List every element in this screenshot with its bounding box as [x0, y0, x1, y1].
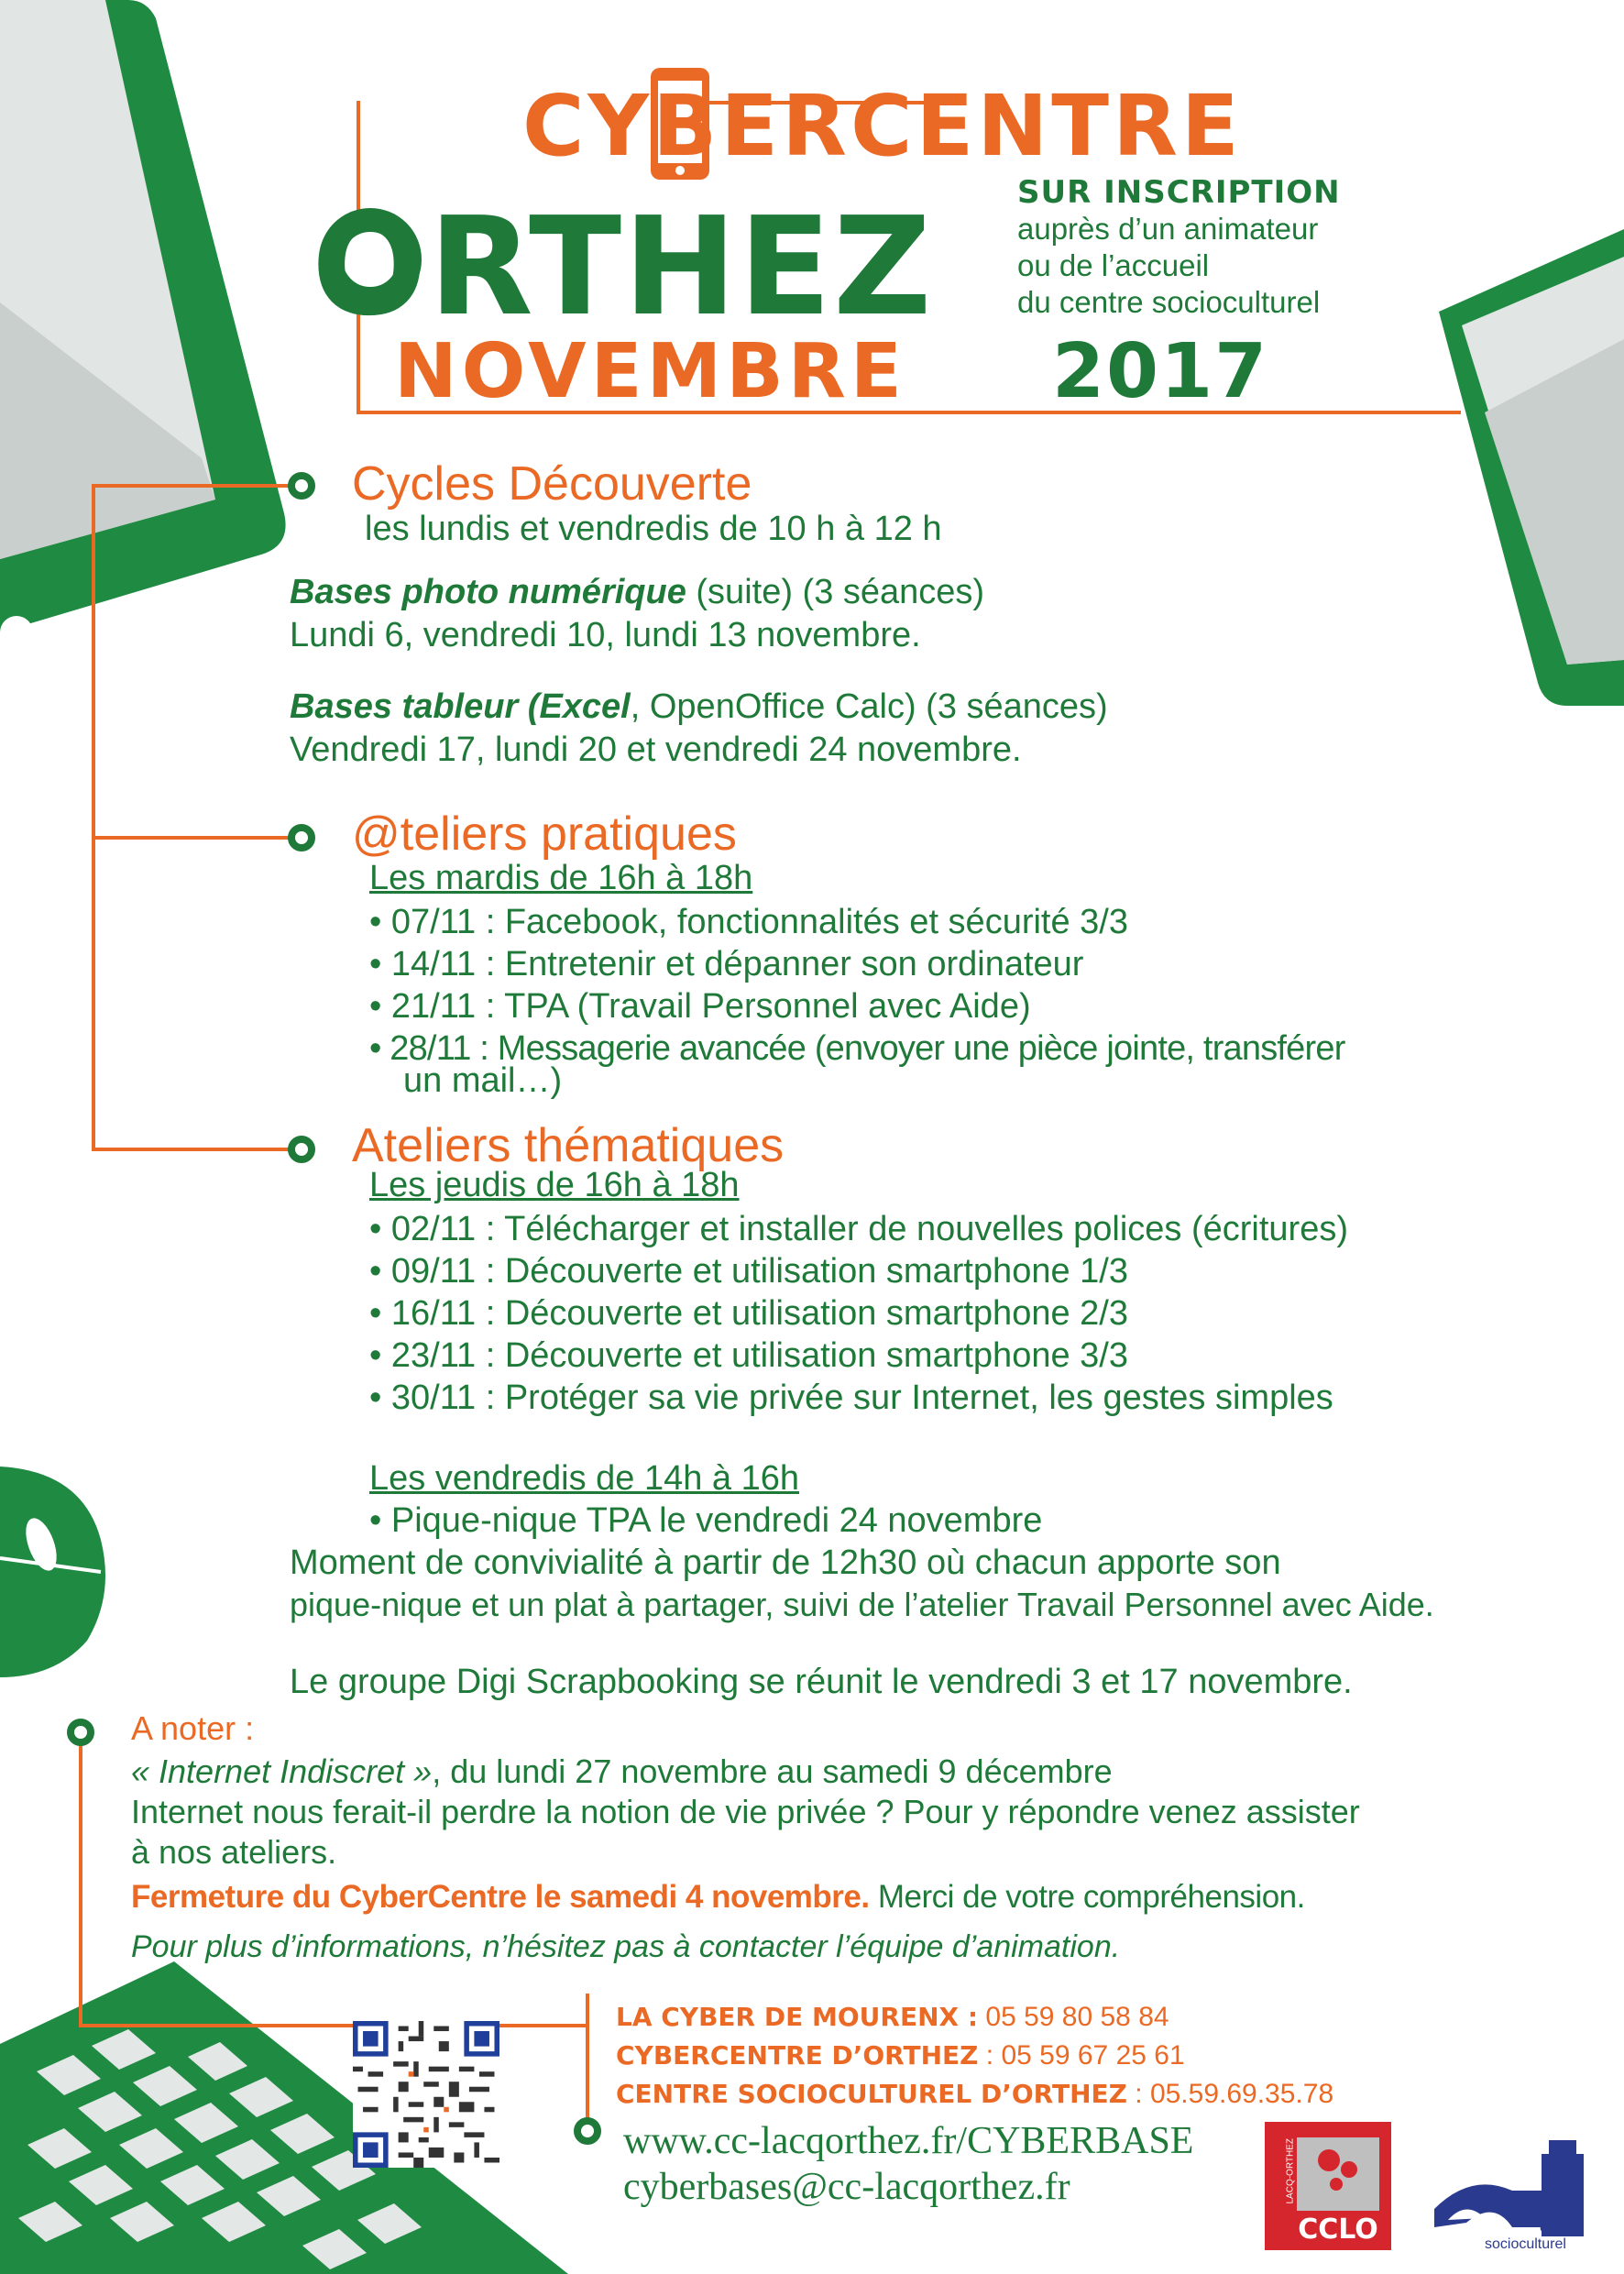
contact-phone[interactable]: : 05.59.69.35.78 — [1126, 2079, 1334, 2109]
cycles-heading: Cycles Découverte — [352, 457, 752, 511]
friday-schedule: Les vendredis de 14h à 16h — [369, 1459, 800, 1498]
thematiques-list — [369, 1208, 1348, 1419]
course-photo-title: Bases photo numérique — [290, 573, 686, 611]
list-item: • 16/11 : Découverte et utilisation smartphone 2/3 — [369, 1292, 1348, 1335]
pratiques-schedule: Les mardis de 16h à 18h — [369, 859, 753, 897]
timeline-dot-cycles — [288, 472, 315, 500]
pratiques-list — [369, 901, 1345, 1070]
note-heading: A noter : — [131, 1709, 255, 1747]
timeline-dot-pratiques — [288, 824, 315, 851]
thematiques-heading: Ateliers thématiques — [352, 1119, 785, 1172]
qr-code[interactable] — [353, 2021, 499, 2168]
inscription-line-2: ou de l’accueil — [1017, 248, 1210, 282]
timeline-dot-contact — [574, 2117, 601, 2145]
list-item: • 09/11 : Découverte et utilisation smartphone 1/3 — [369, 1250, 1348, 1292]
note-line-2: Internet nous ferait-il perdre la notion de vie privée ? Pour y répondre venez assister — [131, 1793, 1360, 1830]
cclo-logo — [1265, 2122, 1391, 2250]
contact-centre-socioculturel: CENTRE SOCIOCULTUREL D’ORTHEZ : 05.59.69.35.78 — [616, 2079, 1334, 2109]
contact-list — [616, 1998, 1333, 2114]
list-item: • 28/11 : Messagerie avancée (envoyer une pièce jointe, transférer — [369, 1027, 1345, 1070]
tablet-illustration-right — [1430, 229, 1624, 706]
friday-desc-1: Moment de convivialité à partir de 12h30 où chacun apporte son — [290, 1543, 1281, 1582]
centre-sub: socioculturel — [1485, 2236, 1566, 2252]
list-item: • 02/11 : Télécharger et installer de nouvelles polices (écritures) — [369, 1208, 1348, 1250]
timeline-connector-1 — [92, 484, 293, 488]
friday-desc-2: pique-nique et un plat à partager, suivi de l’atelier Travail Personnel avec Aide. — [290, 1586, 1434, 1623]
list-item: • 21/11 : TPA (Travail Personnel avec Aide) — [369, 985, 1345, 1027]
closure-notice — [131, 1879, 1305, 1916]
mouse-illustration — [0, 1467, 119, 1677]
centre-word: centre — [1540, 2220, 1581, 2236]
timeline-connector-2 — [92, 836, 293, 840]
timeline-connector-3 — [92, 1148, 293, 1151]
month-title: NOVEMBRE — [394, 328, 906, 415]
list-item: • 07/11 : Facebook, fonctionnalités et sécurité 3/3 — [369, 901, 1345, 943]
tablet-illustration-left — [0, 0, 293, 697]
course-photo-dates: Lundi 6, vendredi 10, lundi 13 novembre. — [290, 616, 921, 654]
pratiques-heading: @teliers pratiques — [352, 807, 737, 861]
course-tableur-title: Bases tableur (Excel — [290, 687, 631, 726]
note-event — [131, 1752, 1113, 1791]
note-event-title: « Internet Indiscret » — [131, 1752, 433, 1790]
timeline-vertical — [92, 486, 95, 1150]
friday-list — [369, 1500, 1042, 1542]
centre-socioculturel-logo — [1430, 2136, 1604, 2255]
note-line-3: à nos ateliers. — [131, 1833, 337, 1871]
list-item: • 23/11 : Découverte et utilisation smartphone 3/3 — [369, 1335, 1348, 1377]
cycles-schedule: les lundis et vendredis de 10 h à 12 h — [365, 510, 942, 548]
cclo-text: CCLO — [1298, 2214, 1378, 2246]
cclo-mark-icon — [1292, 2133, 1384, 2215]
course-tableur-dates: Vendredi 17, lundi 20 et vendredi 24 novembre. — [290, 731, 1022, 769]
list-item: • 14/11 : Entretenir et dépanner son ordinateur — [369, 943, 1345, 985]
info-line: Pour plus d’informations, n’hésitez pas à contacter l’équipe d’animation. — [131, 1929, 1121, 1964]
scrapbooking-info: Le groupe Digi Scrapbooking se réunit le vendredi 3 et 17 novembre. — [290, 1663, 1353, 1701]
contact-cybercentre: CYBERCENTRE D’ORTHEZ : 05 59 67 25 61 — [616, 2040, 1185, 2071]
pratiques-item-continuation: un mail…) — [403, 1061, 563, 1100]
inscription-block: SUR INSCRIPTION auprès d’un animateur ou de l’accueil du centre socioculturel — [1017, 174, 1341, 319]
closure-rest: Merci de votre compréhension. — [869, 1879, 1305, 1915]
note-event-dates: , du lundi 27 novembre au samedi 9 décembre — [432, 1752, 1113, 1790]
contact-phone[interactable]: : 05 59 67 25 61 — [978, 2040, 1185, 2071]
brand-title: CYBERCENTRE — [522, 73, 1320, 174]
course-photo — [290, 573, 984, 612]
list-item: • 30/11 : Protéger sa vie privée sur Internet, les gestes simples — [369, 1377, 1348, 1419]
contact-phone[interactable]: 05 59 80 58 84 — [978, 2002, 1169, 2032]
contact-vertical — [586, 1994, 589, 2126]
list-item: • Pique-nique TPA le vendredi 24 novembre — [369, 1500, 1042, 1542]
note-vertical — [79, 1737, 82, 2026]
closure-bold: Fermeture du CyberCentre le samedi 4 novembre. — [131, 1879, 870, 1915]
inscription-line-1: auprès d’un animateur — [1017, 212, 1319, 246]
course-tableur — [290, 687, 1108, 727]
course-photo-suffix: (suite) (3 séances) — [686, 573, 985, 611]
timeline-dot-note — [67, 1719, 94, 1746]
inscription-line-3: du centre socioculturel — [1017, 285, 1321, 319]
timeline-dot-thematiques — [288, 1136, 315, 1163]
year-title: 2017 — [1052, 328, 1269, 415]
cclo-side-text: LACQ-ORTHEZ — [1285, 2138, 1296, 2204]
website-link[interactable]: www.cc-lacqorthez.fr/CYBERBASE — [623, 2120, 1194, 2162]
contact-mourenx: LA CYBER DE MOURENX : 05 59 80 58 84 — [616, 2002, 1169, 2032]
note-horizontal — [79, 2024, 587, 2027]
course-tableur-suffix: , OpenOffice Calc) (3 séances) — [630, 687, 1108, 726]
email-link[interactable]: cyberbases@cc-lacqorthez.fr — [623, 2166, 1070, 2208]
thematiques-schedule: Les jeudis de 16h à 18h — [369, 1166, 740, 1204]
